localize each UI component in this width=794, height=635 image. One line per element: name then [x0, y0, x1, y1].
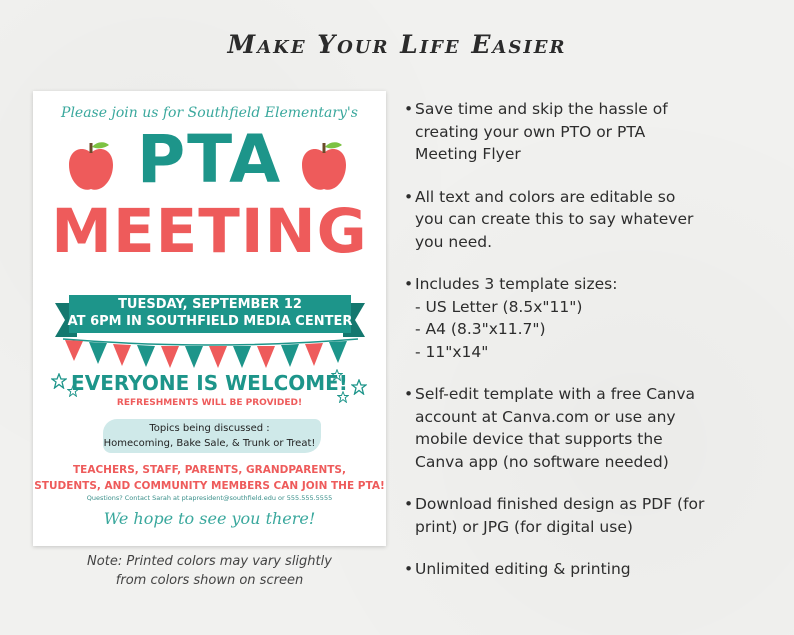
feature-line: print) or JPG (for digital use)	[415, 517, 633, 536]
feature-line: All text and colors are editable so	[415, 187, 676, 206]
bullet-dot-icon: •	[404, 187, 414, 206]
bullet-dot-icon: •	[404, 385, 414, 403]
feature-line: Meeting Flyer	[415, 145, 521, 163]
audience-line: TEACHERS, STAFF, PARENTS, GRANDPARENTS,	[73, 464, 346, 476]
feature-item	[404, 383, 786, 473]
print-note	[33, 552, 386, 590]
feature-line: Canva app (no software needed)	[415, 452, 669, 471]
feature-line: Includes 3 template sizes:	[415, 275, 618, 293]
audience-text	[33, 462, 386, 494]
flyer-title-pta: PTA	[136, 121, 283, 198]
feature-item	[404, 273, 786, 363]
contact-line: Questions? Contact Sarah at ptapresident@southfield.edu or 555.555.5555	[86, 494, 333, 502]
welcome-text: EVERYONE IS WELCOME!	[71, 371, 348, 395]
feature-item	[404, 98, 786, 166]
feature-item	[404, 558, 786, 581]
flyer-invite-text: Please join us for Southfield Elementary's	[61, 105, 358, 121]
feature-list	[404, 98, 786, 601]
topics-heading: Topics being discussed :	[149, 423, 270, 434]
page-headline: Make Your Life Easier	[227, 30, 567, 59]
feature-item	[404, 186, 786, 254]
print-note-line: Note: Printed colors may vary slightly	[87, 554, 332, 569]
bullet-dot-icon: •	[404, 560, 414, 578]
feature-line: - US Letter (8.5x"11")	[415, 297, 583, 316]
feature-line: - A4 (8.3"x11.7")	[415, 320, 546, 338]
bullet-dot-icon: •	[404, 275, 414, 293]
audience-line: STUDENTS, AND COMMUNITY MEMBERS CAN JOIN THE PTA!	[34, 480, 385, 492]
feature-line: you can create this to say whatever	[415, 210, 694, 228]
feature-line: creating your own PTO or PTA	[415, 122, 646, 141]
feature-line: Download finished design as PDF (for	[415, 495, 705, 513]
topics-list: Homecoming, Bake Sale, & Trunk or Treat!	[103, 438, 316, 449]
flyer-title-meeting: MEETING	[51, 196, 368, 267]
feature-line: account at Canva.com or use any	[415, 407, 676, 426]
date-banner-text	[55, 296, 365, 330]
feature-line: Save time and skip the hassle of	[415, 100, 668, 118]
feature-item	[404, 493, 786, 538]
bullet-dot-icon: •	[404, 100, 414, 118]
refreshments-text: REFRESHMENTS WILL BE PROVIDED!	[116, 398, 303, 408]
feature-line: Self-edit template with a free Canva	[415, 385, 696, 403]
location-line: AT 6PM IN SOUTHFIELD MEDIA CENTER	[67, 314, 353, 329]
feature-line: mobile device that supports the	[415, 430, 663, 448]
feature-line: - 11"x14"	[415, 342, 489, 361]
print-note-line: from colors shown on screen	[115, 573, 304, 588]
feature-line: Unlimited editing & printing	[415, 560, 631, 578]
feature-line: you need.	[415, 232, 493, 251]
topics-block	[33, 421, 386, 451]
bunting-decoration	[63, 337, 358, 371]
closing-text: We hope to see you there!	[103, 509, 316, 528]
bullet-dot-icon: •	[404, 495, 414, 513]
flyer-preview	[33, 91, 386, 546]
date-line: TUESDAY, SEPTEMBER 12	[118, 297, 302, 312]
